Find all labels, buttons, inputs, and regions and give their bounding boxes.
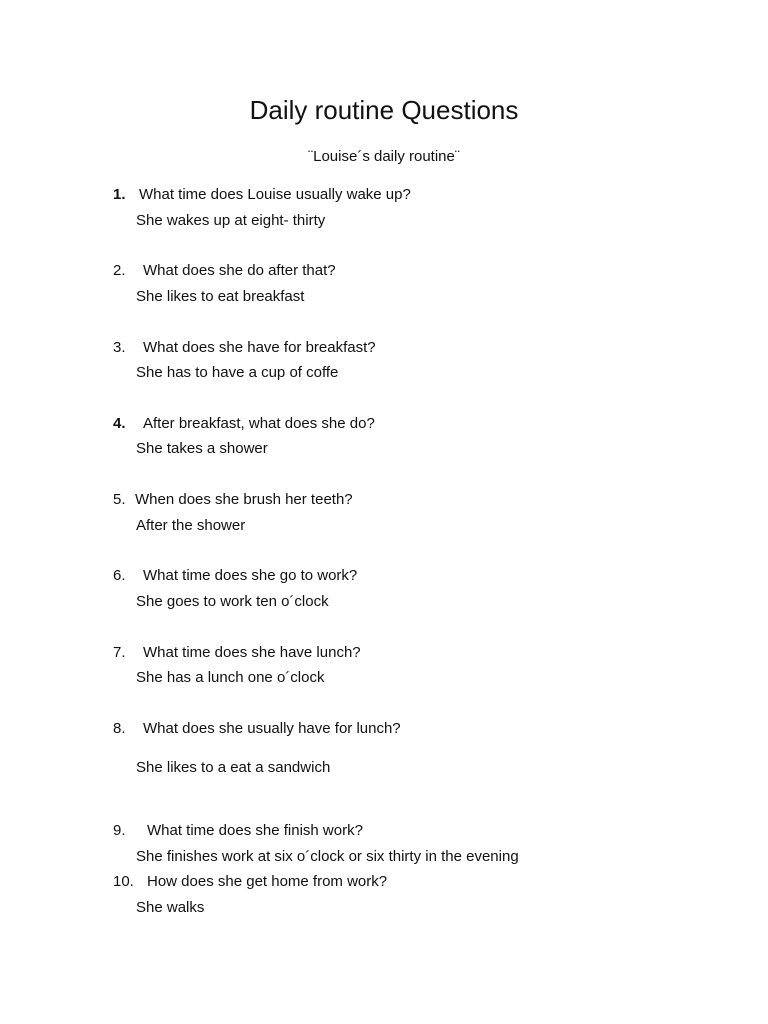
question-text: What does she usually have for lunch?: [143, 720, 401, 737]
question-text: After breakfast, what does she do?: [143, 415, 375, 432]
question-number: 10.: [113, 873, 134, 890]
question-text: What time does she go to work?: [143, 567, 358, 584]
question-text: What time does she finish work?: [147, 822, 363, 839]
question-text: What time does Louise usually wake up?: [139, 186, 411, 203]
question-number: 5.: [113, 491, 126, 508]
question-text: How does she get home from work?: [147, 873, 388, 890]
question-number: 2.: [113, 262, 126, 279]
answer-text: She likes to a eat a sandwich: [136, 759, 331, 776]
question-text: What time does she have lunch?: [143, 644, 361, 661]
question-number: 8.: [113, 720, 126, 737]
answer-text: She wakes up at eight- thirty: [136, 212, 326, 229]
document-title: Daily routine Questions: [249, 95, 519, 125]
question-number: 6.: [113, 567, 126, 584]
question-text: When does she brush her teeth?: [135, 491, 353, 508]
question-text: What does she do after that?: [143, 262, 336, 279]
answer-text: She likes to eat breakfast: [136, 288, 305, 305]
question-number: 3.: [113, 339, 126, 356]
answer-text: After the shower: [136, 517, 246, 534]
answer-text: She takes a shower: [136, 440, 268, 457]
question-number: 1.: [113, 186, 126, 203]
question-number: 4.: [113, 415, 126, 432]
answer-text: She goes to work ten o´clock: [136, 593, 329, 610]
answer-text: She has to have a cup of coffe: [136, 364, 339, 381]
question-number: 7.: [113, 644, 126, 661]
question-text: What does she have for breakfast?: [143, 339, 376, 356]
answer-text: She walks: [136, 899, 205, 916]
answer-text: She has a lunch one o´clock: [136, 669, 325, 686]
document-subtitle: ¨Louise´s daily routine¨: [308, 148, 460, 165]
answer-text: She finishes work at six o´clock or six thirty in the evening: [136, 848, 519, 865]
question-number: 9.: [113, 822, 126, 839]
